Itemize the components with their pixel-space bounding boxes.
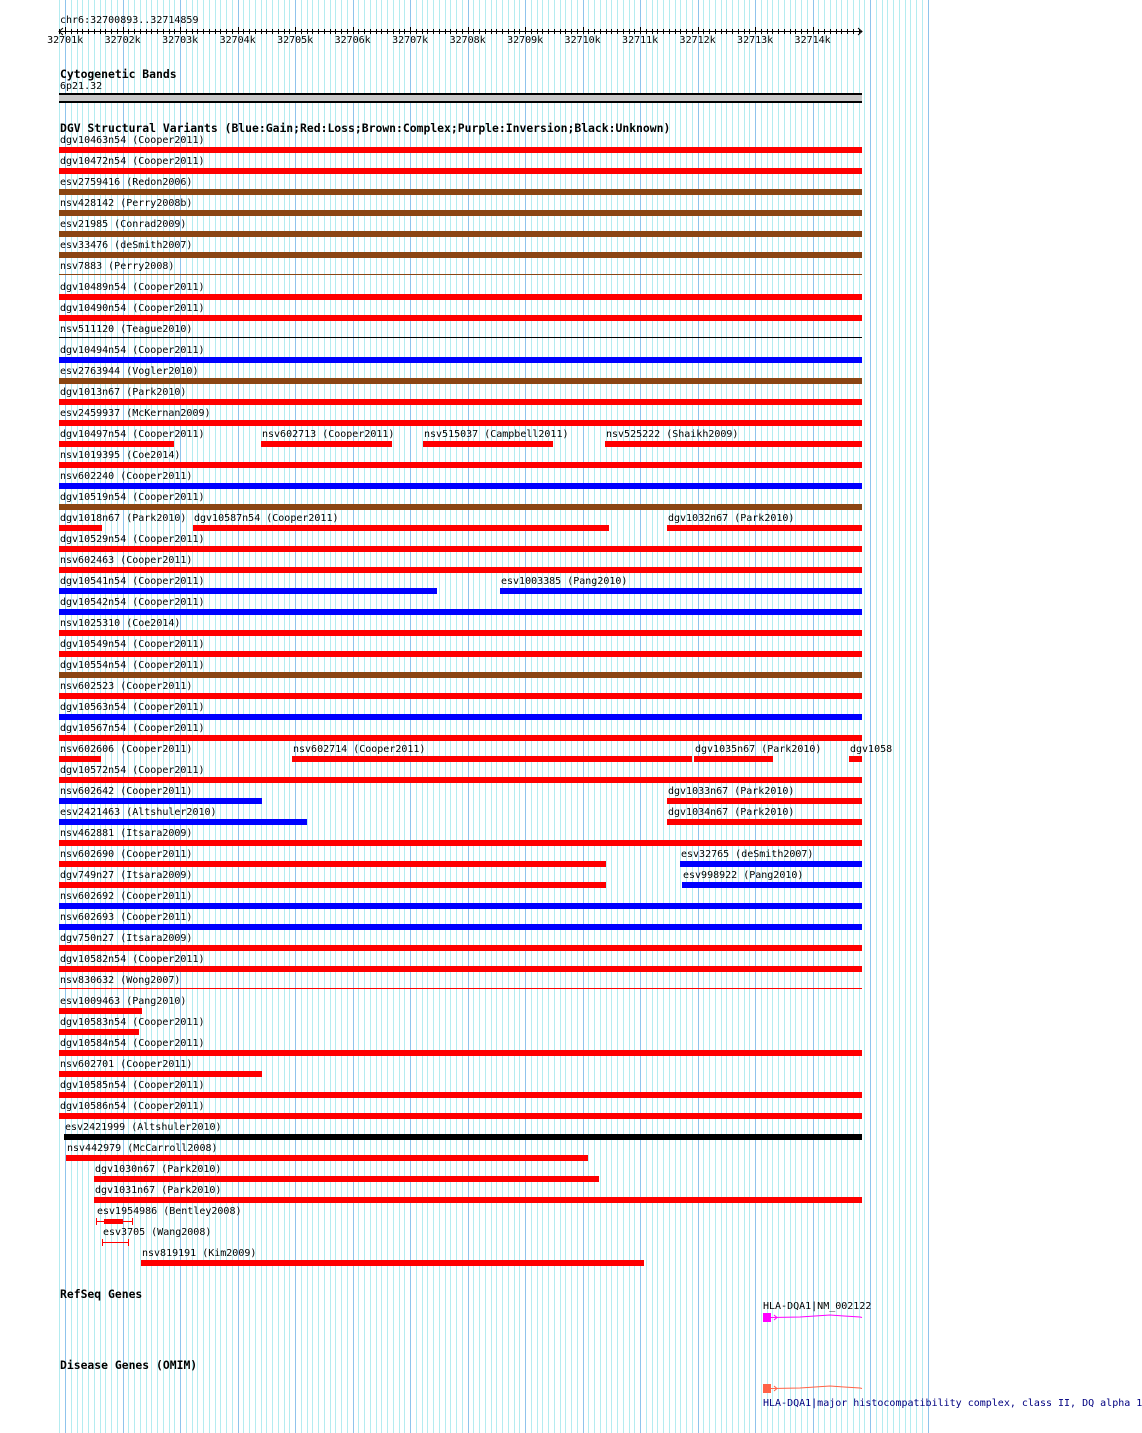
variant-bar[interactable] <box>261 441 392 447</box>
variant-bar[interactable] <box>59 168 862 174</box>
variant-label[interactable]: esv2421999 (Altshuler2010) <box>65 1122 222 1133</box>
variant-label[interactable]: nsv602606 (Cooper2011) <box>60 744 193 755</box>
variant-label[interactable]: esv2459937 (McKernan2009) <box>60 408 211 419</box>
variant-bar[interactable] <box>59 504 862 510</box>
variant-label[interactable]: esv2421463 (Altshuler2010) <box>60 807 217 818</box>
exon <box>763 1384 771 1393</box>
variant-label[interactable]: dgv10472n54 (Cooper2011) <box>60 156 205 167</box>
ruler-tick-label: 32713k <box>737 35 774 46</box>
variant-label[interactable]: dgv10582n54 (Cooper2011) <box>60 954 205 965</box>
variant-bar[interactable] <box>59 546 862 552</box>
variant-label[interactable]: dgv10587n54 (Cooper2011) <box>194 513 339 524</box>
variant-bar[interactable] <box>605 441 862 447</box>
omim-track-title[interactable]: Disease Genes (OMIM) <box>60 1358 198 1372</box>
intron-line <box>771 1315 862 1318</box>
variant-label[interactable]: esv1954986 (Bentley2008) <box>97 1206 242 1217</box>
variant-label[interactable]: esv1009463 (Pang2010) <box>60 996 187 1007</box>
variant-label[interactable]: dgv10541n54 (Cooper2011) <box>60 576 205 587</box>
variant-bar[interactable] <box>59 1092 862 1098</box>
variant-bar[interactable] <box>849 756 862 762</box>
variant-label[interactable]: nsv7883 (Perry2008) <box>60 261 175 272</box>
variant-label[interactable]: nsv602713 (Cooper2011) <box>262 429 395 440</box>
variant-bar[interactable] <box>59 714 862 720</box>
variant-label[interactable]: nsv442979 (McCarroll2008) <box>67 1143 218 1154</box>
dgv-track-title[interactable]: DGV Structural Variants (Blue:Gain;Red:Loss;Brown:Complex;Purple:Inversion;Black:Unknown) <box>60 121 671 135</box>
variant-label[interactable]: dgv10549n54 (Cooper2011) <box>60 639 205 650</box>
variant-label[interactable]: esv998922 (Pang2010) <box>683 870 804 881</box>
variant-bar[interactable] <box>59 378 862 384</box>
variant-bar[interactable] <box>59 882 606 888</box>
variant-label[interactable]: dgv10489n54 (Cooper2011) <box>60 282 205 293</box>
variant-label[interactable]: dgv10497n54 (Cooper2011) <box>60 429 205 440</box>
variant-bar[interactable] <box>694 756 773 762</box>
variant-bar[interactable] <box>59 189 862 195</box>
variant-label[interactable]: dgv1032n67 (Park2010) <box>668 513 795 524</box>
variant-bar[interactable] <box>59 147 862 153</box>
variant-bar[interactable] <box>59 735 862 741</box>
variant-label[interactable]: nsv525222 (Shaikh2009) <box>606 429 739 440</box>
variant-bar[interactable] <box>141 1260 644 1266</box>
variant-bar[interactable] <box>59 231 862 237</box>
variant-bar[interactable] <box>667 525 862 531</box>
variant-bar[interactable] <box>59 693 862 699</box>
variant-bar[interactable] <box>59 399 862 405</box>
variant-label[interactable]: dgv750n27 (Itsara2009) <box>60 933 193 944</box>
variant-bar[interactable] <box>500 588 862 594</box>
variant-label[interactable]: dgv10519n54 (Cooper2011) <box>60 492 205 503</box>
variant-end-cap[interactable] <box>96 1218 97 1225</box>
variant-label[interactable]: dgv1058 <box>850 744 893 755</box>
variant-label[interactable]: nsv819191 (Kim2009) <box>142 1248 257 1259</box>
variant-bar[interactable] <box>682 882 862 888</box>
omim-gene-label[interactable]: HLA-DQA1|major histocompatibility complex, class II, DQ alpha 1 <box>763 1398 1142 1409</box>
variant-bar[interactable] <box>59 840 862 846</box>
variant-end-cap[interactable] <box>132 1218 133 1225</box>
variant-bar[interactable] <box>423 441 553 447</box>
variant-label[interactable]: dgv10494n54 (Cooper2011) <box>60 345 205 356</box>
variant-bar[interactable] <box>59 903 862 909</box>
variant-bar[interactable] <box>59 1008 142 1014</box>
variant-label[interactable]: dgv10554n54 (Cooper2011) <box>60 660 205 671</box>
variant-bar[interactable] <box>680 861 862 867</box>
variant-label[interactable]: nsv602642 (Cooper2011) <box>60 786 193 797</box>
ruler-tick-label: 32702k <box>104 35 141 46</box>
ruler-tick-label: 32704k <box>219 35 256 46</box>
ruler-tick-label: 32707k <box>392 35 429 46</box>
variant-label[interactable]: esv21985 (Conrad2009) <box>60 219 187 230</box>
variant-bar[interactable] <box>667 798 862 804</box>
cytoband-track-title[interactable]: Cytogenetic Bands <box>60 67 177 81</box>
variant-bar[interactable] <box>59 441 174 447</box>
ruler-tick-label: 32712k <box>679 35 716 46</box>
ruler-tick-label: 32703k <box>162 35 199 46</box>
variant-bar[interactable] <box>59 588 437 594</box>
variant-bar[interactable] <box>59 672 862 678</box>
variant-bar[interactable] <box>59 756 101 762</box>
variant-line[interactable] <box>102 1242 129 1243</box>
variant-label[interactable]: dgv1013n67 (Park2010) <box>60 387 187 398</box>
variant-bar[interactable] <box>59 567 862 573</box>
variant-label[interactable]: nsv428142 (Perry2008b) <box>60 198 193 209</box>
refseq-gene-model[interactable] <box>760 1310 870 1326</box>
variant-label[interactable]: nsv830632 (Wong2007) <box>60 975 181 986</box>
variant-bar[interactable] <box>59 357 862 363</box>
variant-bar[interactable] <box>59 651 862 657</box>
variant-bar[interactable] <box>66 1155 588 1161</box>
variant-label[interactable]: dgv10567n54 (Cooper2011) <box>60 723 205 734</box>
variant-bar[interactable] <box>59 252 862 258</box>
ruler-tick-label: 32709k <box>507 35 544 46</box>
variant-bar[interactable] <box>59 966 862 972</box>
cytoband-label: 6p21.32 <box>60 81 103 92</box>
variant-label[interactable]: nsv1025310 (Coe2014) <box>60 618 181 629</box>
variant-bar[interactable] <box>94 1197 862 1203</box>
variant-bar[interactable] <box>59 1029 139 1035</box>
omim-gene-model[interactable] <box>760 1381 870 1397</box>
variant-label[interactable]: dgv1034n67 (Park2010) <box>668 807 795 818</box>
exon <box>763 1313 771 1322</box>
variant-label[interactable]: nsv602693 (Cooper2011) <box>60 912 193 923</box>
variant-label[interactable]: esv1003385 (Pang2010) <box>501 576 628 587</box>
variant-label[interactable]: esv2759416 (Redon2006) <box>60 177 193 188</box>
variant-bar[interactable] <box>59 483 862 489</box>
variant-label[interactable]: dgv10490n54 (Cooper2011) <box>60 303 205 314</box>
variant-label[interactable]: dgv1033n67 (Park2010) <box>668 786 795 797</box>
variant-label[interactable]: esv33476 (deSmith2007) <box>60 240 193 251</box>
variant-label[interactable]: nsv602692 (Cooper2011) <box>60 891 193 902</box>
variant-label[interactable]: nsv602463 (Cooper2011) <box>60 555 193 566</box>
variant-bar[interactable] <box>94 1176 599 1182</box>
variant-label[interactable]: dgv1018n67 (Park2010) <box>60 513 187 524</box>
ruler-tick-label: 32710k <box>564 35 601 46</box>
ruler-tick-label: 32706k <box>334 35 371 46</box>
variant-bar[interactable] <box>193 525 609 531</box>
variant-bar[interactable] <box>667 819 862 825</box>
variant-label[interactable]: nsv1019395 (Coe2014) <box>60 450 181 461</box>
variant-label[interactable]: nsv602714 (Cooper2011) <box>293 744 426 755</box>
variant-label[interactable]: dgv10584n54 (Cooper2011) <box>60 1038 205 1049</box>
variant-label[interactable]: dgv10572n54 (Cooper2011) <box>60 765 205 776</box>
ruler-tick-label: 32714k <box>794 35 831 46</box>
variant-bar[interactable] <box>59 1113 862 1119</box>
ruler-tick-label: 32701k <box>47 35 84 46</box>
variant-bar[interactable] <box>59 1071 262 1077</box>
variant-label[interactable]: nsv462881 (Itsara2009) <box>60 828 193 839</box>
refseq-gene-label[interactable]: HLA-DQA1|NM_002122 <box>763 1301 872 1312</box>
variant-line[interactable] <box>59 988 862 989</box>
variant-bar[interactable] <box>59 294 862 300</box>
variant-bar[interactable] <box>59 945 862 951</box>
variant-label[interactable]: dgv10583n54 (Cooper2011) <box>60 1017 205 1028</box>
variant-bar[interactable] <box>59 525 102 531</box>
variant-bar[interactable] <box>59 210 862 216</box>
variant-label[interactable]: nsv602523 (Cooper2011) <box>60 681 193 692</box>
ruler-tick-label: 32711k <box>622 35 659 46</box>
variant-bar[interactable] <box>59 420 862 426</box>
variant-label[interactable]: dgv1031n67 (Park2010) <box>95 1185 222 1196</box>
variant-bar[interactable] <box>104 1219 123 1224</box>
variant-label[interactable]: dgv10586n54 (Cooper2011) <box>60 1101 205 1112</box>
variant-label[interactable]: nsv511120 (Teague2010) <box>60 324 193 335</box>
variant-label[interactable]: nsv602690 (Cooper2011) <box>60 849 193 860</box>
variant-bar[interactable] <box>59 462 862 468</box>
variant-bar[interactable] <box>64 1134 862 1140</box>
cytoband-bar[interactable] <box>59 93 862 103</box>
variant-bar[interactable] <box>59 861 606 867</box>
position-label: chr6:32700893..32714859 <box>60 15 199 26</box>
variant-bar[interactable] <box>59 798 262 804</box>
refseq-track-title[interactable]: RefSeq Genes <box>60 1287 143 1301</box>
ruler-tick-label: 32708k <box>449 35 486 46</box>
variant-label[interactable]: dgv749n27 (Itsara2009) <box>60 870 193 881</box>
variant-label[interactable]: dgv10585n54 (Cooper2011) <box>60 1080 205 1091</box>
variant-bar[interactable] <box>59 609 862 615</box>
variant-bar[interactable] <box>59 819 307 825</box>
variant-label[interactable]: dgv10542n54 (Cooper2011) <box>60 597 205 608</box>
variant-line[interactable] <box>59 337 862 338</box>
intron-line <box>771 1386 862 1389</box>
variant-label[interactable]: nsv602701 (Cooper2011) <box>60 1059 193 1070</box>
variant-label[interactable]: esv3705 (Wang2008) <box>103 1227 212 1238</box>
variant-label[interactable]: esv32765 (deSmith2007) <box>681 849 814 860</box>
variant-label[interactable]: nsv602240 (Cooper2011) <box>60 471 193 482</box>
ruler-tick-label: 32705k <box>277 35 314 46</box>
variant-label[interactable]: dgv1035n67 (Park2010) <box>695 744 822 755</box>
variant-bar[interactable] <box>59 924 862 930</box>
variant-label[interactable]: dgv10463n54 (Cooper2011) <box>60 135 205 146</box>
variant-label[interactable]: esv2763944 (Vogler2010) <box>60 366 199 377</box>
variant-bar[interactable] <box>59 1050 862 1056</box>
variant-bar[interactable] <box>59 630 862 636</box>
variant-bar[interactable] <box>59 777 862 783</box>
variant-label[interactable]: dgv10563n54 (Cooper2011) <box>60 702 205 713</box>
variant-bar[interactable] <box>59 315 862 321</box>
variant-bar[interactable] <box>292 756 692 762</box>
variant-line[interactable] <box>59 274 862 275</box>
variant-end-cap[interactable] <box>128 1239 129 1246</box>
variant-label[interactable]: dgv1030n67 (Park2010) <box>95 1164 222 1175</box>
variant-label[interactable]: nsv515037 (Campbell2011) <box>424 429 569 440</box>
variant-end-cap[interactable] <box>102 1239 103 1246</box>
variant-label[interactable]: dgv10529n54 (Cooper2011) <box>60 534 205 545</box>
